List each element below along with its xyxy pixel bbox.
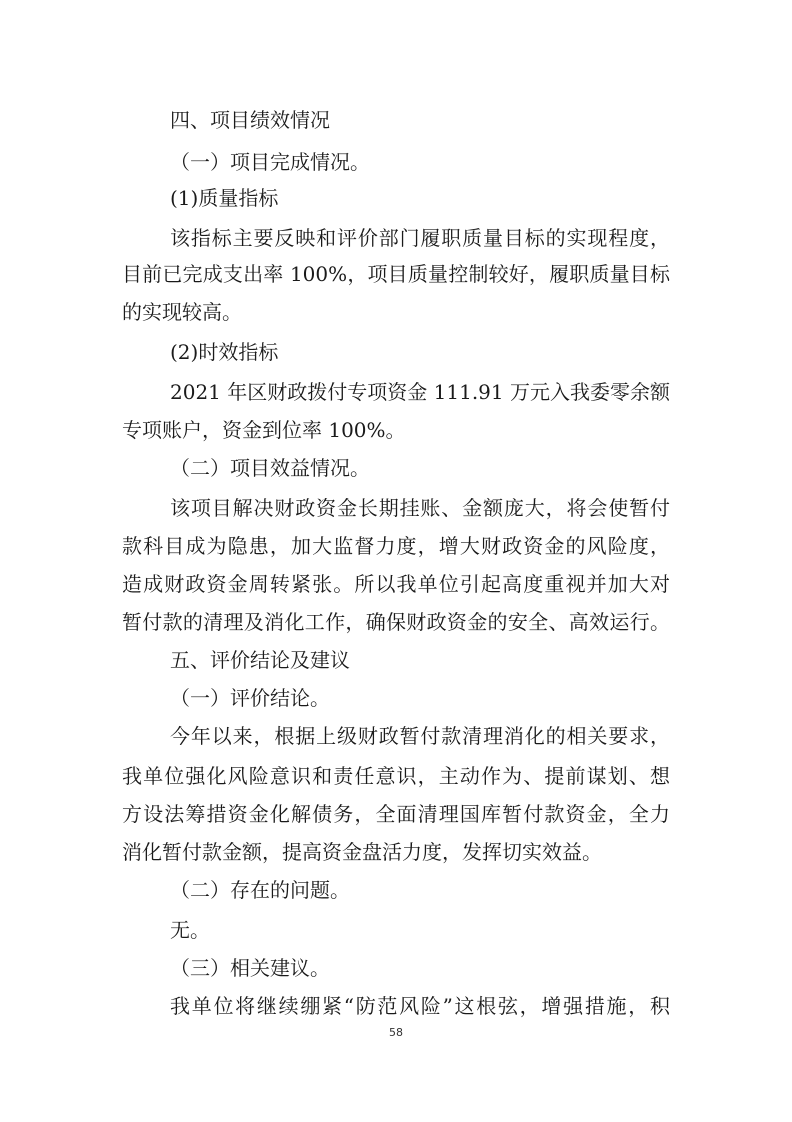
paragraph-line: 的实现较高。 — [122, 300, 242, 324]
paragraph-line: 今年以来，根据上级财政暂付款清理消化的相关要求， — [170, 724, 670, 748]
subheading-related-suggestions: （三）相关建议。 — [170, 956, 330, 980]
paragraph-line: 我单位将继续绷紧“防范风险”这根弦，增强措施，积 — [170, 994, 670, 1018]
paragraph-line: 方设法筹措资金化解债务，全面清理国库暂付款资金，全力 — [122, 802, 670, 826]
item-timeliness-indicator: (2)时效指标 — [170, 340, 279, 364]
section-heading-4: 四、项目绩效情况 — [170, 108, 330, 132]
paragraph-line: 我单位强化风险意识和责任意识，主动作为、提前谋划、想 — [122, 764, 670, 788]
item-quality-indicator: (1)质量指标 — [170, 186, 279, 210]
paragraph-line: 消化暂付款金额，提高资金盘活力度，发挥切实效益。 — [122, 840, 602, 864]
paragraph-line: 该项目解决财政资金长期挂账、金额庞大，将会使暂付 — [170, 496, 670, 520]
paragraph-line: 款科目成为隐患，加大监督力度，增大财政资金的风险度， — [122, 534, 670, 558]
subheading-project-completion: （一）项目完成情况。 — [170, 150, 370, 174]
paragraph-line: 2021 年区财政拨付专项资金 111.91 万元入我委零余额 — [170, 380, 670, 404]
paragraph-line: 专项账户，资金到位率 100%。 — [122, 418, 406, 442]
page-number: 58 — [389, 1026, 403, 1039]
subheading-existing-problems: （二）存在的问题。 — [170, 878, 350, 902]
paragraph-line: 无。 — [170, 918, 210, 942]
section-heading-5: 五、评价结论及建议 — [170, 648, 350, 672]
subheading-project-benefit: （二）项目效益情况。 — [170, 456, 370, 480]
paragraph-line: 目前已完成支出率 100%，项目质量控制较好，履职质量目标 — [122, 262, 670, 286]
subheading-evaluation-conclusion: （一）评价结论。 — [170, 686, 330, 710]
paragraph-line: 造成财政资金周转紧张。所以我单位引起高度重视并加大对 — [122, 572, 670, 596]
paragraph-line: 该指标主要反映和评价部门履职质量目标的实现程度， — [170, 226, 670, 250]
paragraph-line: 暂付款的清理及消化工作，确保财政资金的安全、高效运行。 — [122, 610, 670, 634]
